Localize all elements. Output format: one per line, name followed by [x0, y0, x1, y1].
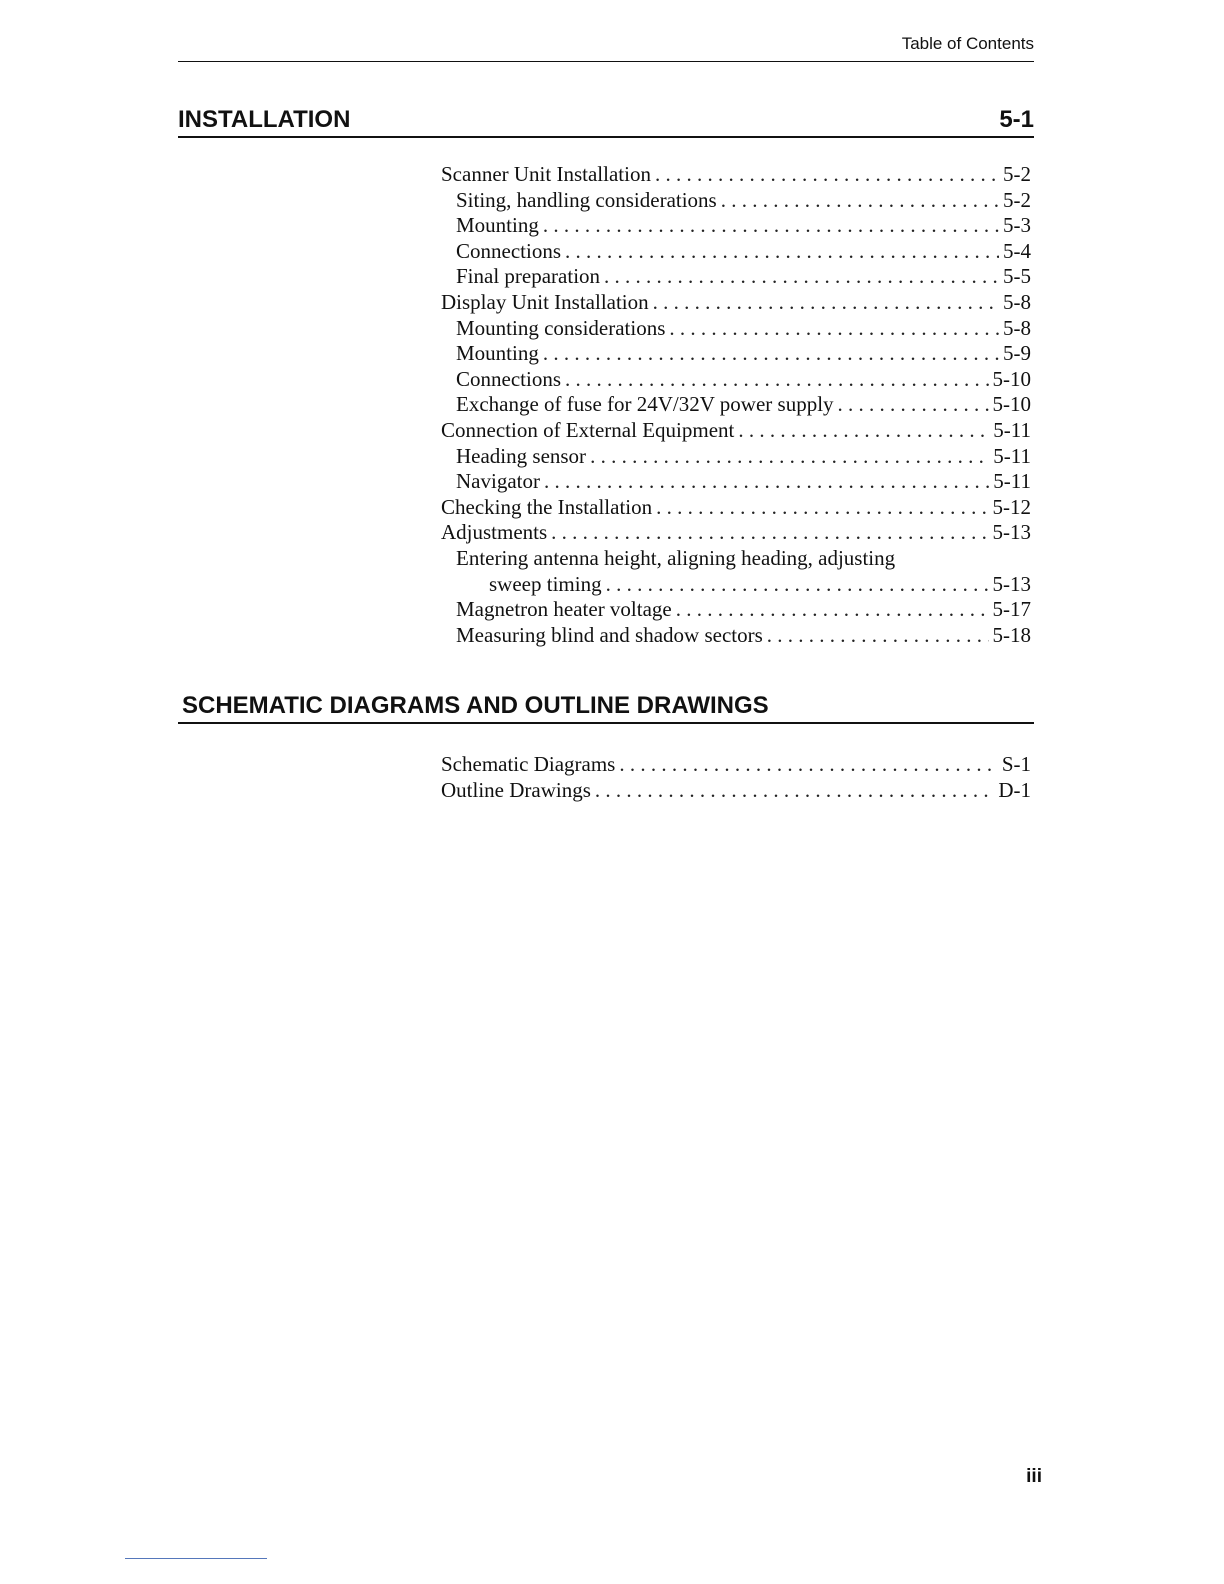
section-title: SCHEMATIC DIAGRAMS AND OUTLINE DRAWINGS: [182, 692, 769, 719]
toc-list-schematics: [441, 752, 1031, 803]
toc-entry[interactable]: [441, 341, 1031, 367]
toc-entry-text: Mounting: [456, 341, 539, 366]
toc-entry-page: 5-5: [1003, 264, 1031, 289]
toc-entry-page: 5-8: [1003, 315, 1031, 340]
dot-leader: [565, 239, 999, 264]
toc-entry-page: 5-11: [993, 417, 1031, 442]
dot-leader: [604, 264, 999, 289]
dot-leader: [656, 495, 988, 520]
dot-leader: [653, 290, 999, 315]
toc-entry[interactable]: [441, 623, 1031, 649]
toc-entry[interactable]: [441, 752, 1031, 778]
toc-entry-text: Connections: [456, 238, 561, 263]
running-title: Table of Contents: [901, 34, 1034, 53]
toc-entry-page: 5-18: [992, 622, 1031, 647]
dot-leader: [721, 188, 999, 213]
toc-entry-text: Mounting considerations: [456, 315, 666, 340]
toc-entry-page: 5-2: [1003, 187, 1031, 212]
toc-entry-page: S-1: [1001, 752, 1031, 776]
dot-leader: [595, 778, 994, 803]
dot-leader: [543, 213, 999, 238]
toc-entry-text: Display Unit Installation: [441, 289, 649, 314]
section-heading-installation: [178, 106, 1034, 138]
toc-entry-page: 5-4: [1003, 238, 1031, 263]
toc-entry[interactable]: [441, 778, 1031, 804]
dot-leader: [606, 572, 989, 597]
toc-entry-text: Heading sensor: [456, 443, 587, 468]
section-page: 5-1: [999, 106, 1034, 133]
toc-entry-text: Exchange of fuse for 24V/32V power supply: [456, 392, 834, 417]
dot-leader: [544, 469, 989, 494]
toc-entry-page: 5-13: [992, 520, 1031, 545]
dot-leader: [767, 623, 989, 648]
dot-leader: [655, 162, 999, 187]
toc-entry[interactable]: [441, 418, 1031, 444]
toc-entry[interactable]: [441, 264, 1031, 290]
dot-leader: [619, 752, 997, 777]
dot-leader: [676, 597, 989, 622]
toc-entry-page: 5-9: [1003, 341, 1031, 366]
toc-entry[interactable]: [441, 546, 1031, 572]
toc-entry[interactable]: [441, 213, 1031, 239]
toc-entry[interactable]: [441, 162, 1031, 188]
dot-leader: [838, 392, 989, 417]
toc-entry-text: Adjustments: [441, 520, 548, 545]
toc-entry[interactable]: [441, 392, 1031, 418]
toc-entry-text: Scanner Unit Installation: [441, 162, 651, 186]
toc-entry-page: 5-3: [1003, 213, 1031, 238]
toc-entry-page: 5-10: [992, 392, 1031, 417]
toc-entry-page: 5-17: [992, 597, 1031, 622]
toc-entry-text: Schematic Diagrams: [441, 752, 616, 776]
toc-entry[interactable]: [441, 444, 1031, 470]
scan-artifact-line: [125, 1558, 267, 1559]
toc-entry[interactable]: [441, 520, 1031, 546]
section-title: INSTALLATION: [178, 106, 351, 133]
toc-entry-page: 5-10: [992, 366, 1031, 391]
header-rule: [178, 61, 1034, 62]
page-number: iii: [1026, 1466, 1042, 1487]
toc-entry[interactable]: [441, 290, 1031, 316]
toc-entry-text: Measuring blind and shadow sectors: [456, 622, 763, 647]
dot-leader: [565, 367, 989, 392]
toc-entry-page: D-1: [998, 777, 1031, 802]
toc-entry-page: 5-13: [992, 571, 1031, 596]
toc-entry[interactable]: [441, 239, 1031, 265]
toc-entry[interactable]: [441, 469, 1031, 495]
section-heading-schematics: [178, 692, 1034, 724]
dot-leader: [590, 444, 989, 469]
toc-entry-text: Entering antenna height, aligning heading, adjusting: [456, 545, 896, 570]
toc-entry-text: Siting, handling considerations: [456, 187, 717, 212]
toc-entry-page: 5-12: [992, 494, 1031, 519]
toc-entry-text: Final preparation: [456, 264, 601, 289]
toc-entry-text: sweep timing: [489, 571, 602, 596]
dot-leader: [543, 341, 999, 366]
toc-entry[interactable]: [441, 316, 1031, 342]
toc-entry[interactable]: [441, 367, 1031, 393]
dot-leader: [738, 418, 989, 443]
toc-entry-page: 5-2: [1003, 162, 1031, 186]
toc-list-installation: [441, 162, 1031, 648]
toc-entry-text: Outline Drawings: [441, 777, 591, 802]
toc-entry-page: 5-8: [1003, 289, 1031, 314]
toc-entry[interactable]: [441, 495, 1031, 521]
toc-entry-text: Connection of External Equipment: [441, 417, 735, 442]
toc-entry-text: Checking the Installation: [441, 494, 653, 519]
dot-leader: [551, 520, 988, 545]
toc-entry-page: 5-11: [993, 469, 1031, 494]
toc-entry[interactable]: [441, 597, 1031, 623]
toc-entry-text: Mounting: [456, 213, 539, 238]
toc-entry-text: Connections: [456, 366, 561, 391]
toc-entry[interactable]: [441, 188, 1031, 214]
toc-entry-text: Magnetron heater voltage: [456, 597, 672, 622]
toc-entry[interactable]: [441, 572, 1031, 598]
toc-entry-page: 5-11: [993, 443, 1031, 468]
dot-leader: [669, 316, 999, 341]
toc-entry-text: Navigator: [456, 469, 540, 494]
